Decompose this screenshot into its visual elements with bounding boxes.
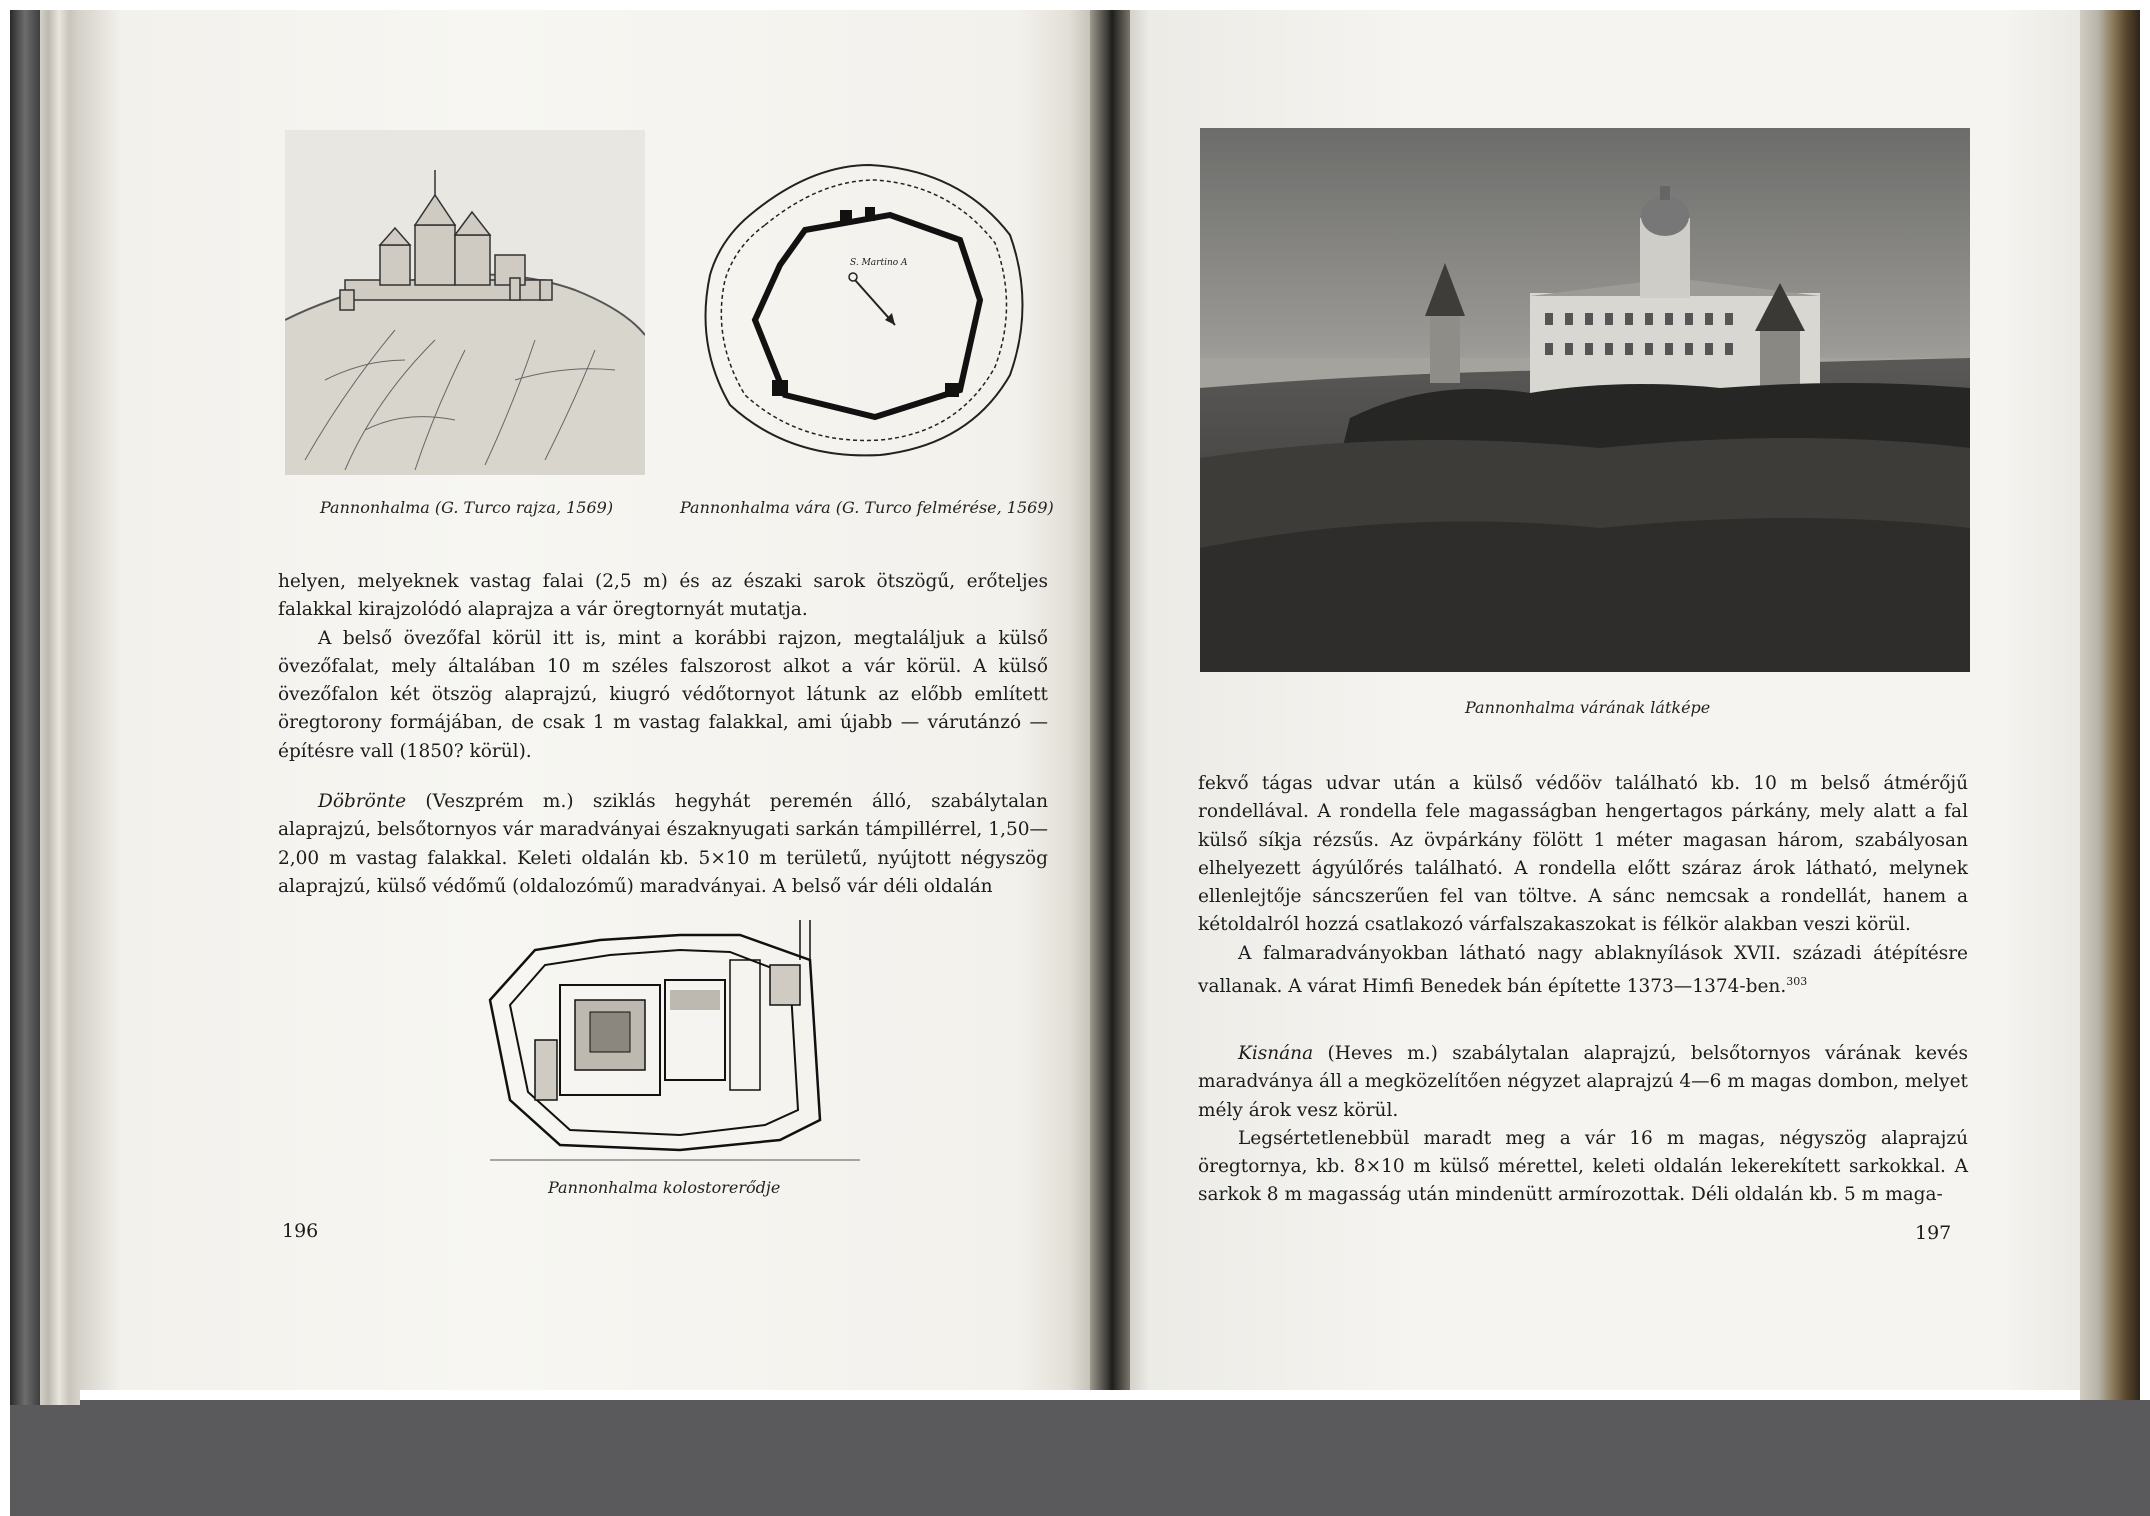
photo-caption: Pannonhalma várának látképe	[1465, 698, 1711, 717]
paragraph: A belső övezőfal körül itt is, mint a korábbi rajzon, megtaláljuk a külső övezőfalat, mely általában 10 m széles falszorost alkot a vár körül. A külső övezőfalon két ötszög alaprajzú, kiugró védőtornyot látunk az előbb említett öregtorony formájában, de csak 1 m vastag falakkal, ami újabb — várutánzó — építésre vall (1850? körül).	[278, 627, 1048, 762]
plan-caption: Pannonhalma vára (G. Turco felmérése, 1569)	[680, 498, 1054, 517]
dobronte-section	[278, 788, 1048, 901]
plan-label: S. Martino A	[850, 258, 908, 268]
castle-plan-drawing	[690, 155, 1040, 465]
place-name: Kisnána	[1238, 1043, 1314, 1064]
castle-photo-image	[1200, 128, 1970, 672]
right-body-text	[1198, 770, 1968, 1002]
paragraph: Legsértetlenebbül maradt meg a vár 16 m magas, négyszög alaprajzú öregtornya, kb. 8×10 m külső mérettel, keleti oldalán lekerekített sarkokkal. A sarkok 8 m magasság után mindenütt armírozottak. Déli oldalán kb. 5 m maga-	[1198, 1127, 1968, 1206]
paragraph-text: (Veszprém m.) sziklás hegyhát peremén álló, szabálytalan alaprajzú, belsőtornyos vár maradványai északnyugati sarkán támpillérrel, 1,50—2,00 m vastag falakkal. Keleti oldalán kb. 5×10 m területű, nyújtott négyszög alaprajzú, külső védőmű (oldalozómű) maradványai. A belső vár déli oldalán	[278, 791, 1048, 897]
paragraph	[278, 788, 1048, 901]
paragraph: helyen, melyeknek vastag falai (2,5 m) és az északi sarok ötszögű, erőteljes falakkal kirajzolódó alaprajza a vár öregtornyát mutatja.	[278, 571, 1048, 621]
footnote-ref: 303	[1786, 975, 1808, 989]
paragraph: fekvő tágas udvar után a külső védőöv található kb. 10 m belső átmérőjű rondellával. A rondella fele magasságban hengertagos párkány, mely alatt a fal külső síkja rézsűs. Az övpárkány fölött 1 méter magasan három, szabályosan elhelyezett ágyúlőrés található. A rondella előtt száraz árok látható, melynek ellenlejtője sáncszerűen fel van töltve. A sánc nemcsak a rondellát, hanem a kétoldalról hozzá csatlakozó várfalszakaszokat is félkör alakban veszi körül.	[1198, 773, 1968, 936]
paragraph	[1198, 940, 1968, 1002]
kisnana-section	[1198, 1040, 1968, 1210]
castle-plan-figure	[690, 155, 1040, 465]
scanner-bed-shadow	[10, 1400, 2150, 1516]
left-book-cover	[10, 10, 40, 1405]
place-name: Döbrönte	[318, 791, 407, 812]
paragraph	[1198, 1040, 1968, 1125]
castle-sketch-figure	[285, 130, 645, 475]
page-number-left: 196	[282, 1220, 319, 1242]
page-number-right: 197	[1915, 1222, 1952, 1244]
monastery-plan-drawing	[480, 920, 880, 1170]
monastery-plan-figure	[480, 920, 880, 1170]
castle-sketch-drawing	[285, 130, 645, 475]
paragraph-text: (Heves m.) szabálytalan alaprajzú, belsőtornyos várának kevés maradványa áll a megközelítően négyzet alaprajzú 4—6 m magas dombon, melyet mély árok vesz körül.	[1198, 1043, 1968, 1121]
left-body-text	[278, 568, 1048, 766]
right-page-stack	[2080, 10, 2140, 1400]
sketch-caption: Pannonhalma (G. Turco rajza, 1569)	[320, 498, 614, 517]
monastery-caption: Pannonhalma kolostorerődje	[548, 1178, 781, 1197]
paragraph-text: A falmaradványokban látható nagy ablaknyílások XVII. századi átépítésre vallanak. A várat Himfi Benedek bán építette 1373—1374-ben.	[1198, 942, 1968, 998]
book-gutter	[1090, 10, 1130, 1390]
castle-photograph	[1200, 128, 1970, 672]
